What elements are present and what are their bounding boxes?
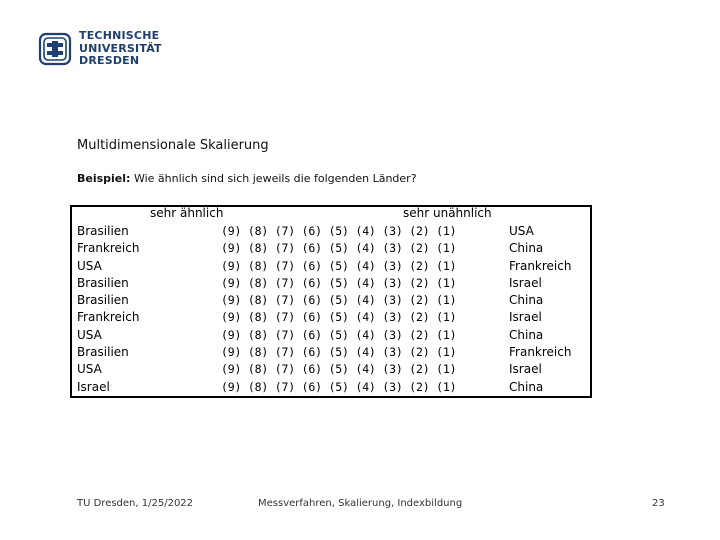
- example-label: Beispiel:: [77, 172, 131, 185]
- scale-left-header: sehr ähnlich: [150, 206, 224, 220]
- left-country-column: [77, 223, 139, 396]
- right-country: Frankreich: [509, 345, 572, 360]
- logo-wordmark: [79, 30, 162, 68]
- right-country: China: [509, 241, 544, 256]
- left-country: Brasilien: [77, 224, 129, 238]
- rating-options: (9) (8) (7) (6) (5) (4) (3) (2) (1): [221, 293, 457, 308]
- logo-line-3: DRESDEN: [79, 54, 140, 67]
- right-country: Israel: [509, 310, 542, 325]
- right-country: Israel: [509, 362, 542, 377]
- left-country: Israel: [77, 379, 110, 394]
- right-country: Frankreich: [509, 258, 572, 273]
- left-country: Frankreich: [77, 241, 140, 256]
- tud-emblem-icon: [38, 32, 72, 66]
- left-country: Brasilien: [77, 345, 129, 360]
- left-country: USA: [77, 362, 102, 377]
- left-country: USA: [77, 327, 102, 342]
- rating-options: (9) (8) (7) (6) (5) (4) (3) (2) (1): [221, 258, 457, 273]
- tu-dresden-logo: [38, 30, 168, 72]
- right-country: China: [509, 293, 544, 308]
- rating-options: (9) (8) (7) (6) (5) (4) (3) (2) (1): [221, 327, 457, 342]
- right-country: China: [509, 327, 544, 342]
- left-country: Frankreich: [77, 310, 140, 325]
- right-country-column: [509, 223, 571, 396]
- rating-scale-column: [221, 223, 456, 396]
- rating-options: (9) (8) (7) (6) (5) (4) (3) (2) (1): [221, 275, 457, 290]
- rating-options: (9) (8) (7) (6) (5) (4) (3) (2) (1): [221, 310, 457, 325]
- left-country: Brasilien: [77, 293, 129, 308]
- footer-date: TU Dresden, 1/25/2022: [77, 498, 194, 509]
- example-line: [77, 172, 417, 185]
- right-country: USA: [509, 224, 534, 238]
- logo-line-2: UNIVERSITÄT: [79, 41, 162, 55]
- page-number: 23: [652, 498, 665, 509]
- example-text: Wie ähnlich sind sich jeweils die folgenden Länder?: [133, 172, 417, 185]
- rating-options: (9) (8) (7) (6) (5) (4) (3) (2) (1): [221, 362, 457, 377]
- footer-topic: Messverfahren, Skalierung, Indexbildung: [258, 498, 463, 509]
- left-country: Brasilien: [77, 275, 129, 290]
- right-country: China: [509, 379, 544, 394]
- logo-line-1: TECHNISCHE: [79, 29, 160, 42]
- left-country: USA: [77, 258, 102, 273]
- rating-options: (9) (8) (7) (6) (5) (4) (3) (2) (1): [221, 241, 457, 256]
- slide-title: Multidimensionale Skalierung: [77, 138, 269, 153]
- right-country: Israel: [509, 275, 542, 290]
- rating-options: (9) (8) (7) (6) (5) (4) (3) (2) (1): [221, 224, 457, 238]
- scale-right-header: sehr unähnlich: [403, 206, 492, 220]
- rating-options: (9) (8) (7) (6) (5) (4) (3) (2) (1): [221, 379, 457, 394]
- rating-options: (9) (8) (7) (6) (5) (4) (3) (2) (1): [221, 345, 457, 360]
